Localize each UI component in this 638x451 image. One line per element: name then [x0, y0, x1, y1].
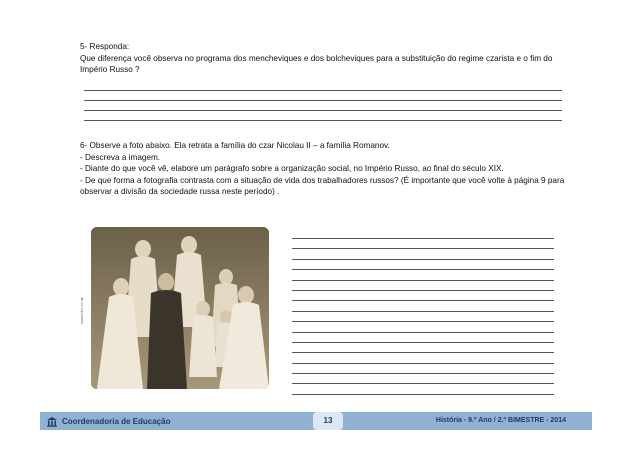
- answer-line: [292, 300, 554, 301]
- question-6-instruction-contrast: - De que forma a fotografia contrasta com a situação de vida dos trabalhadores russos? (É importante que você volte à página 9 para observar a divisão da sociedade russa neste período) .: [80, 175, 565, 196]
- question-6-instruction-paragraph: - Diante do que você vê, elabore um parágrafo sobre a organização social, no Império Russo, ao final do século XIX.: [80, 164, 504, 173]
- answer-line: [292, 269, 554, 270]
- answer-line: [292, 363, 554, 364]
- answer-line: [292, 259, 554, 260]
- question-6-instruction-describe: - Descreva a imagem.: [80, 152, 161, 162]
- footer-organization: Coordenadoria de Educação: [62, 416, 171, 426]
- footer-brand: [46, 415, 170, 427]
- answer-line: [292, 332, 554, 333]
- question-5-title: 5- Responda:: [80, 42, 130, 51]
- answer-line: [84, 100, 562, 101]
- answer-line: [292, 280, 554, 281]
- answer-line: [84, 110, 562, 111]
- photo-credit: www.bbc.co.uk: [79, 297, 84, 324]
- footer-course-info: História - 9.º Ano / 2.º BIMESTRE - 2014: [435, 417, 566, 424]
- answer-line: [292, 383, 554, 384]
- answer-line: [292, 342, 554, 343]
- answer-line: [292, 311, 554, 312]
- page-number: 13: [313, 412, 343, 430]
- question-5-text: Que diferença você observa no programa dos mencheviques e dos bolcheviques para a substituição do regime czarista e o fim do Império Russo ?: [80, 54, 553, 74]
- answer-line: [292, 352, 554, 353]
- answer-line: [292, 290, 554, 291]
- question-6: [80, 140, 570, 198]
- answer-line: [84, 90, 562, 91]
- answer-line: [292, 238, 554, 239]
- building-icon: [46, 416, 58, 427]
- romanov-family-photo: [91, 227, 269, 389]
- page-footer: [40, 412, 592, 430]
- answer-lines-question-5: [84, 90, 562, 130]
- answer-line: [292, 321, 554, 322]
- answer-line: [84, 120, 562, 121]
- answer-line: [292, 248, 554, 249]
- question-6-intro: 6- Observe a foto abaixo. Ela retrata a família do czar Nicolau II – a família Romanov.: [80, 141, 390, 150]
- answer-line: [292, 373, 554, 374]
- answer-line: [292, 394, 554, 395]
- answer-lines-question-6: [292, 238, 554, 404]
